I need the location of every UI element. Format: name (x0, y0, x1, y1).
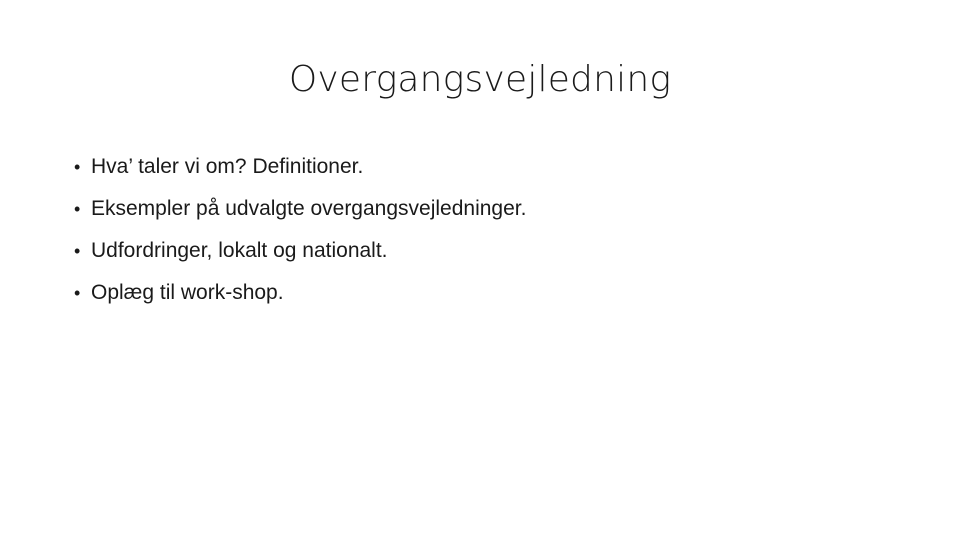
bullet-item (74, 146, 526, 188)
bullet-dot-icon: • (74, 157, 81, 177)
bullet-dot-icon: • (74, 241, 81, 261)
bullet-item (74, 272, 526, 314)
bullet-list (74, 146, 526, 314)
bullet-dot-icon: • (74, 199, 81, 219)
bullet-item (74, 230, 526, 272)
slide-title: Overgangsvejledning (288, 59, 672, 100)
bullet-text: Eksempler på udvalgte overgangsvejledninger. (91, 197, 527, 220)
bullet-item (74, 188, 526, 230)
bullet-text: Udfordringer, lokalt og nationalt. (91, 239, 388, 262)
bullet-text: Oplæg til work-shop. (91, 281, 284, 304)
bullet-text: Hva’ taler vi om? Definitioner. (91, 155, 364, 178)
bullet-dot-icon: • (74, 283, 81, 303)
